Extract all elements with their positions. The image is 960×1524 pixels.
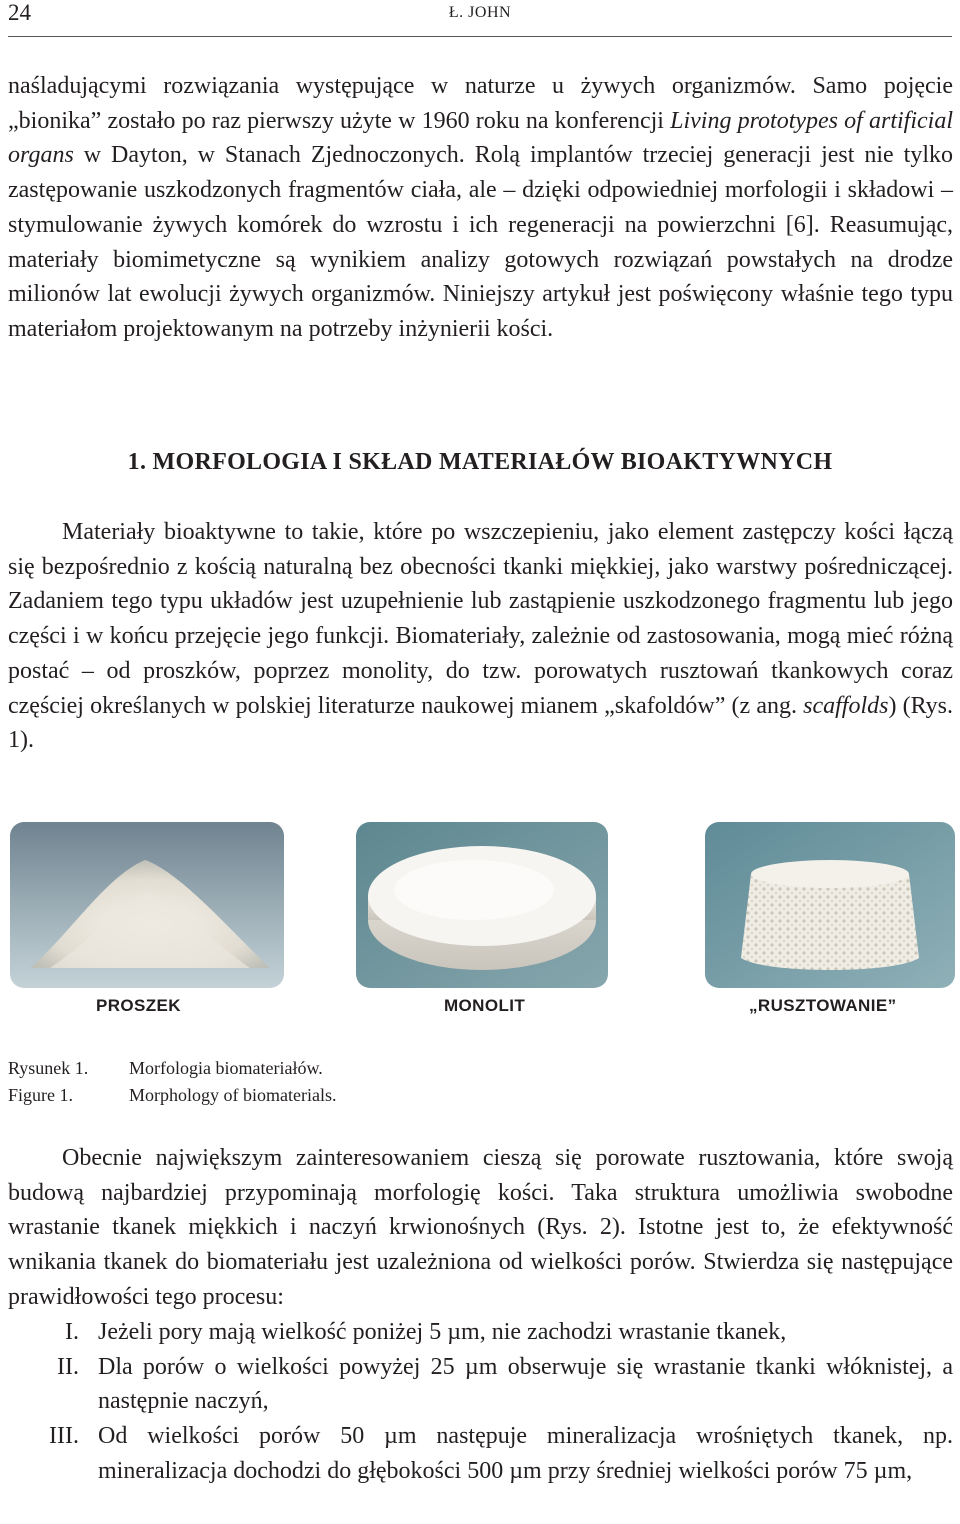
intro-text-1: naśladującymi rozwiązania występujące w naturze u żywych organizmów. Samo pojęcie „bionika” zostało po raz pierwszy użyte w 1960 roku na konferencji bbox=[8, 73, 953, 134]
list-text: Dla porów o wielkości powyżej 25 µm obserwuje się wrastanie tkanki włóknistej, a następnie naczyń, bbox=[98, 1353, 953, 1415]
caption-label-en: Figure 1. bbox=[8, 1085, 73, 1105]
morphology-paragraph bbox=[8, 515, 953, 758]
figure-caption-en bbox=[8, 1082, 336, 1108]
list-text: Od wielkości porów 50 µm następuje mineralizacja wrośniętych tkanek, np. mineralizacja dochodzi do głębokości 500 µm przy średniej wielkości porów 75 µm, bbox=[98, 1423, 953, 1484]
caption-label-pl: Rysunek 1. bbox=[8, 1058, 89, 1078]
monolith-photo bbox=[356, 822, 608, 988]
caption-text-pl: Morfologia biomateriałów. bbox=[129, 1058, 323, 1078]
caption-text-en: Morphology of biomaterials. bbox=[129, 1085, 337, 1105]
intro-paragraph bbox=[8, 69, 953, 347]
list-number: I. bbox=[65, 1319, 79, 1345]
pores-paragraph: Obecnie największym zainteresowaniem cieszą się porowate rusztowania, które swoją budową najbardziej przypominają morfologię kości. Taka struktura umożliwia swobodne wrastanie tkanek miękkich i naczyń krwionośnych (Rys. 2). Istotne jest to, że efektywność wnikania tkanek do biomateriału jest uzależniona od wielkości porów. Stwierdza się następujące prawidłowości tego procesu: bbox=[8, 1145, 953, 1310]
section-heading: 1. MORFOLOGIA I SKŁAD MATERIAŁÓW BIOAKTYWNYCH bbox=[127, 449, 833, 475]
powder-label: PROSZEK bbox=[96, 996, 181, 1015]
list-item bbox=[0, 1350, 960, 1419]
header-rule bbox=[8, 36, 952, 37]
figure-caption-pl bbox=[8, 1055, 323, 1081]
conference-title: Living prototypes of artificial organs bbox=[8, 107, 953, 169]
page-number: 24 bbox=[8, 0, 31, 25]
powder-photo bbox=[10, 822, 284, 988]
scaffold-label: „RUSZTOWANIE” bbox=[749, 996, 897, 1015]
scaffolds-term: scaffolds bbox=[803, 692, 889, 719]
list-item bbox=[0, 1315, 960, 1350]
list-item bbox=[0, 1419, 960, 1488]
intro-text-2: w Dayton, w Stanach Zjednoczonych. Rolą implantów trzeciej generacji jest nie tylko zastępowanie uszkodzonych fragmentów ciała, ale – dzięki odpowiedniej morfologii i składowi – stymulowanie żywych komórek do wzrostu i ich regeneracji na powierzchni [6]. Reasumując, materiały biomimetyczne są wynikiem analizy gotowych rozwiązań powstałych na drodze milionów lat ewolucji żywych organizmów. Niniejszy artykuł jest poświęcony właśnie tego typu materiałom projektowanym na potrzeby inżynierii kości. bbox=[8, 142, 953, 342]
list-text: Jeżeli pory mają wielkość poniżej 5 µm, nie zachodzi wrastanie tkanek, bbox=[98, 1319, 787, 1345]
list-number: II. bbox=[57, 1353, 79, 1380]
pore-size-list bbox=[0, 1315, 960, 1489]
scaffold-photo bbox=[705, 822, 955, 988]
morphology-text-2: ) (Rys. 1). bbox=[8, 692, 954, 754]
monolith-label: MONOLIT bbox=[444, 996, 526, 1015]
morphology-text-1: Materiały bioaktywne to takie, które po wszczepieniu, jako element zastępczy kości łączą się bezpośrednio z kością naturalną bez obecności tkanki miękkiej, jako warstwy pośredniczącej. Zadaniem tego typu układów jest uzupełnienie lub zastąpienie uszkodzonego fragmentu lub jego części i w końcu przejęcie jego funkcji. Biomateriały, zależnie od zastosowania, mogą mieć różną postać – od proszków, poprzez monolity, do tzw. porowatych rusztowań tkankowych coraz częściej określanych w polskiej literaturze naukowej mianem „skafoldów” (z ang. bbox=[8, 519, 953, 719]
list-number: III. bbox=[49, 1423, 79, 1450]
running-head: Ł. JOHN bbox=[448, 4, 512, 21]
